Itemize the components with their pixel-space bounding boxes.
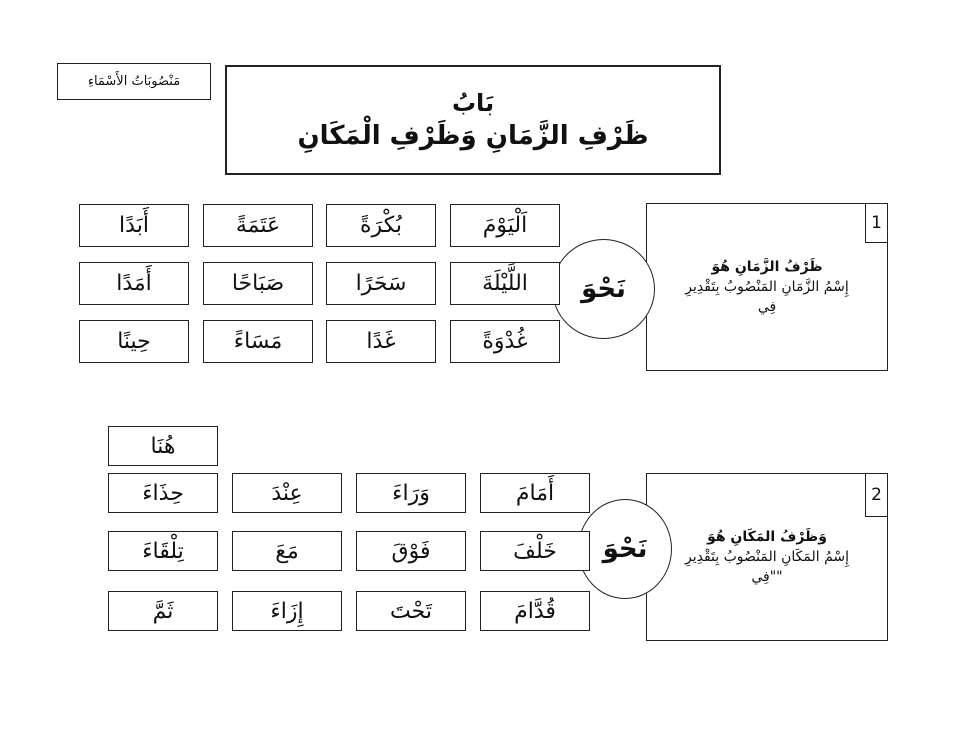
definition-text: إِسْمُ المَكَانِ المَنْصُوبُ بِتَقْدِيرِ bbox=[685, 549, 850, 565]
page-title-box bbox=[225, 65, 721, 175]
word-card: أَمَدًا bbox=[79, 262, 189, 305]
word-card: صَبَاحًا bbox=[203, 262, 313, 305]
word-card: عَتَمَةً bbox=[203, 204, 313, 247]
definition-title: ظَرْفُ الزَّمَانِ هُوَ bbox=[711, 259, 823, 275]
word-card: قُدَّامَ bbox=[480, 591, 590, 631]
page-title-line2: ظَرْفِ الزَّمَانِ وَظَرْفِ الْمَكَانِ bbox=[297, 121, 649, 151]
word-card: بُكْرَةً bbox=[326, 204, 436, 247]
word-card: عِنْدَ bbox=[232, 473, 342, 513]
word-card: اللَّيْلَةَ bbox=[450, 262, 560, 305]
definition-text: ""فِي bbox=[751, 569, 783, 585]
definition-text: فِي bbox=[757, 299, 777, 315]
word-card: غَدًا bbox=[326, 320, 436, 363]
word-card: سَحَرًا bbox=[326, 262, 436, 305]
word-card: غُدْوَةً bbox=[450, 320, 560, 363]
definition-text: إِسْمُ الزَّمَانِ المَنْصُوبُ بِتَقْدِيرِ bbox=[685, 279, 849, 295]
word-card: اَلْيَوْمَ bbox=[450, 204, 560, 247]
word-card: وَرَاءَ bbox=[356, 473, 466, 513]
example-label-circle: نَحْوَ bbox=[578, 499, 672, 599]
definition-box-time bbox=[646, 203, 888, 371]
section-number-badge: 2 bbox=[865, 473, 888, 517]
page-title-line1: بَابُ bbox=[451, 89, 495, 117]
word-card: هُنَا bbox=[108, 426, 218, 466]
word-card: أَمَامَ bbox=[480, 473, 590, 513]
word-card: حِذَاءَ bbox=[108, 473, 218, 513]
definition-box-place bbox=[646, 473, 888, 641]
definition-title: وَظَرْفُ المَكَانِ هُوَ bbox=[707, 529, 827, 545]
example-label-circle: نَحْوَ bbox=[552, 239, 655, 339]
word-card: إِزَاءَ bbox=[232, 591, 342, 631]
word-card: مَسَاءً bbox=[203, 320, 313, 363]
word-card: ثَمَّ bbox=[108, 591, 218, 631]
word-card: تَحْتَ bbox=[356, 591, 466, 631]
word-card: حِينًا bbox=[79, 320, 189, 363]
word-card: مَعَ bbox=[232, 531, 342, 571]
word-card: تِلْقَاءَ bbox=[108, 531, 218, 571]
section-number-badge: 1 bbox=[865, 203, 888, 243]
word-card: فَوْقَ bbox=[356, 531, 466, 571]
section-tag: مَنْصُوبَاتُ الأَسْمَاءِ bbox=[57, 63, 211, 100]
word-card: خَلْفَ bbox=[480, 531, 590, 571]
word-card: أَبَدًا bbox=[79, 204, 189, 247]
